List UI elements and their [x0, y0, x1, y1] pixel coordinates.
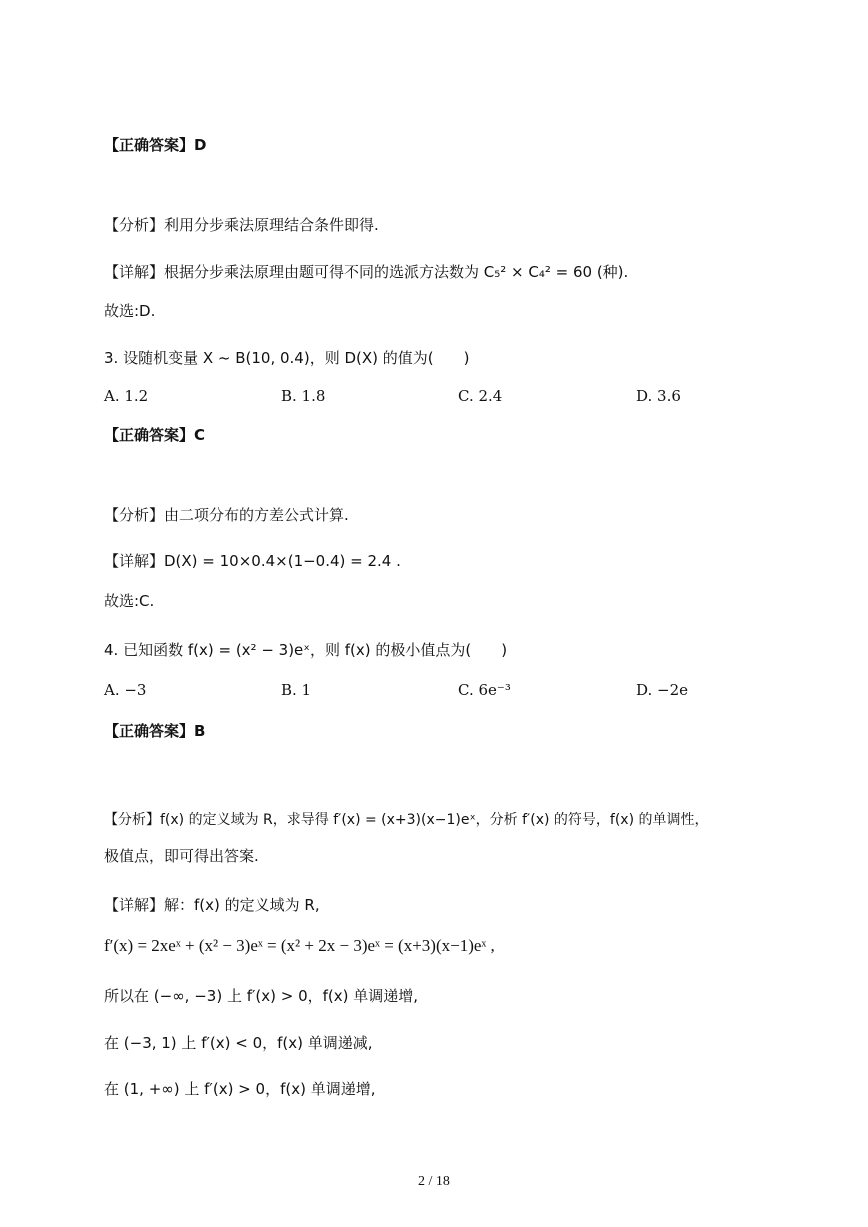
q4-interval-3: 在 (1, +∞) 上 f′(x) > 0，f(x) 单调递增,	[104, 1080, 376, 1098]
q4-option-c: C. 6e⁻³	[458, 681, 511, 699]
q3-conclusion: 故选:C.	[104, 592, 155, 610]
q3-option-c: C. 2.4	[458, 387, 503, 405]
q3-answer: 【正确答案】C	[104, 426, 206, 444]
q4-analysis: 【分析】f(x) 的定义域为 R，求导得 f′(x) = (x+3)(x−1)eˣ，分析 f′(x) 的符号，f(x) 的单调性，	[104, 812, 709, 828]
q4-answer: 【正确答案】B	[104, 722, 206, 740]
q4-interval-2: 在 (−3, 1) 上 f′(x) < 0，f(x) 单调递减,	[104, 1034, 373, 1052]
q4-option-a: A. −3	[104, 681, 147, 699]
q2-conclusion: 故选:D.	[104, 302, 156, 320]
q3-option-a: A. 1.2	[104, 387, 149, 405]
q4-option-b: B. 1	[281, 681, 312, 699]
q2-analysis: 【分析】利用分步乘法原理结合条件即得.	[104, 216, 379, 234]
q4-interval-1: 所以在 (−∞, −3) 上 f′(x) > 0，f(x) 单调递增,	[104, 987, 419, 1005]
q3-stem: 3. 设随机变量 X ~ B(10, 0.4)，则 D(X) 的值为( )	[104, 349, 470, 367]
q4-derivative: f′(x) = 2xeˣ + (x² − 3)eˣ = (x² + 2x − 3)eˣ = (x+3)(x−1)eˣ ,	[104, 936, 495, 955]
q3-option-b: B. 1.8	[281, 387, 326, 405]
q4-option-d: D. −2e	[636, 681, 689, 699]
q3-detail: 【详解】D(X) = 10×0.4×(1−0.4) = 2.4 .	[104, 552, 401, 570]
q3-option-d: D. 3.6	[636, 387, 681, 405]
page-number: 2 / 18	[418, 1174, 450, 1189]
q4-stem: 4. 已知函数 f(x) = (x² − 3)eˣ，则 f(x) 的极小值点为( )	[104, 641, 508, 659]
q2-detail: 【详解】根据分步乘法原理由题可得不同的选派方法数为 C₅² × C₄² = 60 (种).	[104, 263, 629, 281]
q4-detail: 【详解】解：f(x) 的定义域为 R,	[104, 896, 320, 914]
q3-analysis: 【分析】由二项分布的方差公式计算.	[104, 506, 349, 524]
q2-answer: 【正确答案】D	[104, 136, 207, 154]
q4-analysis-cont: 极值点，即可得出答案.	[104, 847, 259, 865]
